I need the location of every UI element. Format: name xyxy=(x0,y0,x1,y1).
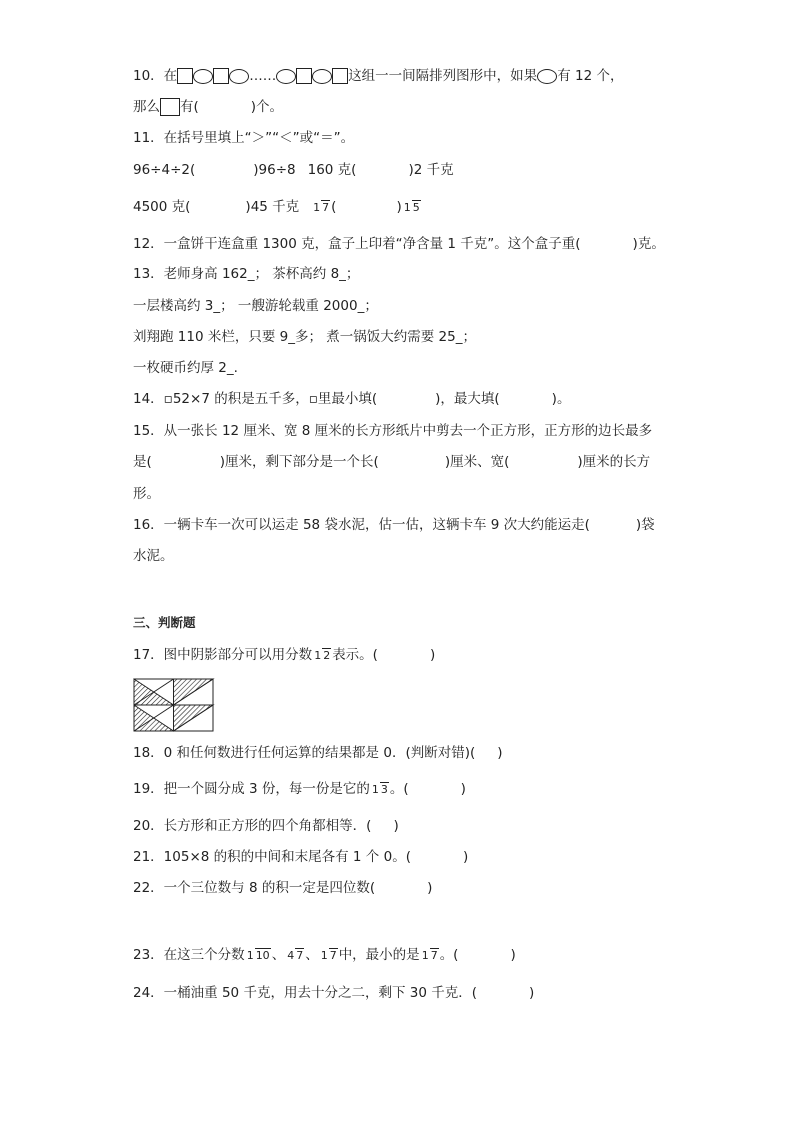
circle-shape xyxy=(229,69,249,84)
section-heading: 三、判断题 xyxy=(133,614,196,630)
question-16-line-1: 16．一辆卡车一次可以运走 58 袋水泥，估一估，这辆卡车 9 次大约能运走( )袋 xyxy=(133,517,655,533)
fraction: 1 10 xyxy=(246,948,270,962)
q10-text-d: 那么 xyxy=(133,99,160,115)
question-24: 24．一桶油重 50 千克，用去十分之二，剩下 30 千克．( ) xyxy=(133,985,535,1001)
q10-dots: …… xyxy=(249,68,277,84)
question-22: 22．一个三位数与 8 的积一定是四位数( ) xyxy=(133,880,433,896)
q10-text-c: 有 12 个， xyxy=(557,68,624,84)
square-shape xyxy=(213,68,229,84)
question-11-row-2: 4500 克( )45 千克 1 7 ( ) 1 5 xyxy=(133,199,420,215)
fraction: 1 2 xyxy=(314,648,331,662)
square-shape xyxy=(332,68,348,84)
question-15-line-3: 形。 xyxy=(133,486,160,502)
circle-shape xyxy=(276,69,296,84)
circle-shape xyxy=(537,69,557,84)
question-16-line-2: 水泥。 xyxy=(133,548,174,564)
shaded-rectangle-figure xyxy=(133,678,215,732)
q10-text-f: )个。 xyxy=(250,99,284,115)
question-18: 18．0 和任何数进行任何运算的结果都是 0．(判断对错)( ) xyxy=(133,745,503,761)
question-12: 12．一盒饼干连盒重 1300 克，盒子上印着“净含量 1 千克”。这个盒子重( )克。 xyxy=(133,236,665,252)
question-23: 23．在这三个分数 1 10 、 4 7 、 1 7 中，最小的是 1 7 。( ) xyxy=(133,947,516,963)
fraction: 1 7 xyxy=(313,200,330,214)
q10-text-a: 10．在 xyxy=(133,68,178,84)
question-15-line-2: 是( )厘米，剩下部分是一个长( )厘米、宽( )厘米的长方 xyxy=(133,454,651,470)
circle-shape xyxy=(312,69,332,84)
question-17: 17．图中阴影部分可以用分数 1 2 表示。( ) xyxy=(133,647,436,663)
q10-text-b: 这组一一间隔排列图形中，如果 xyxy=(348,68,538,84)
fraction: 1 7 xyxy=(320,948,337,962)
square-shape xyxy=(177,68,193,84)
question-13-line-1: 13．老师身高 162_； 茶杯高约 8_； xyxy=(133,266,360,282)
question-13-line-4: 一枚硬币约厚 2_. xyxy=(133,360,238,376)
question-15-line-1: 15．从一张长 12 厘米、宽 8 厘米的长方形纸片中剪去一个正方形，正方形的边长最多 xyxy=(133,423,653,439)
question-20: 20．长方形和正方形的四个角都相等．( ) xyxy=(133,818,399,834)
question-19: 19．把一个圆分成 3 份，每一份是它的 1 3 。( ) xyxy=(133,781,466,797)
question-10-line-1 xyxy=(133,66,623,86)
question-13-line-3: 刘翔跑 110 米栏，只要 9_多； 煮一锅饭大约需要 25_； xyxy=(133,329,476,345)
question-21: 21．105×8 的积的中间和末尾各有 1 个 0。( ) xyxy=(133,849,469,865)
fraction: 1 5 xyxy=(403,200,420,214)
question-13-line-2: 一层楼高约 3_； 一艘游轮载重 2000_； xyxy=(133,298,378,314)
q10-text-e: 有( xyxy=(180,99,199,115)
question-14: 14．▫52×7 的积是五千多，▫里最小填( )，最大填( )。 xyxy=(133,391,571,407)
square-shape xyxy=(296,68,312,84)
circle-shape xyxy=(193,69,213,84)
fraction: 4 7 xyxy=(287,948,304,962)
fraction: 1 3 xyxy=(371,782,388,796)
question-11-row-1: 96÷4÷2( )96÷8 160 克( )2 千克 xyxy=(133,162,454,178)
square-shape xyxy=(160,98,180,116)
fraction: 1 7 xyxy=(421,948,438,962)
question-10-line-2 xyxy=(133,97,283,117)
question-11-title: 11．在括号里填上“＞”“＜”或“＝”。 xyxy=(133,130,355,146)
